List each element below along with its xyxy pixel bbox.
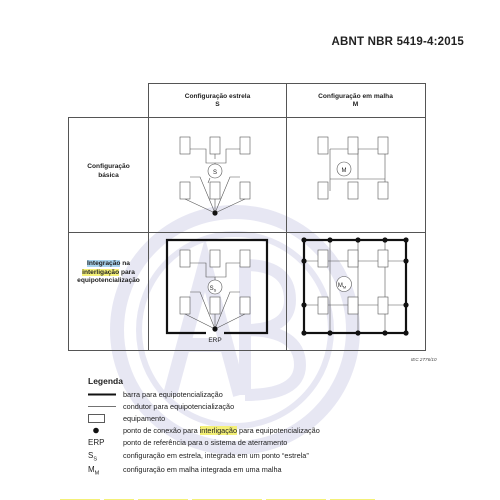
legend-item-mesh	[88, 464, 428, 475]
mesh-symbol: $M_M$	[88, 465, 100, 477]
standard-code: ABNT NBR 5419-4:2015	[331, 36, 464, 48]
erp-symbol: ERP	[88, 438, 105, 447]
header-col-star-title: Configuração estrela	[184, 93, 251, 100]
connection-point-dot	[212, 210, 217, 215]
equipment-rect	[348, 182, 358, 199]
equipment-rect	[210, 182, 220, 199]
equipment-rect	[318, 182, 328, 199]
equipment-rect	[180, 182, 190, 199]
equipment-rect	[240, 182, 250, 199]
equipment-rectangle-icon	[88, 413, 116, 424]
equipment-rect	[318, 137, 328, 154]
legend-text: barra para equipotencialização	[123, 390, 223, 399]
erp-connection-dot	[212, 326, 217, 331]
star-integrated-label: $S_S$	[209, 286, 217, 293]
equipment-rect	[240, 137, 250, 154]
header-col-star-symbol: S	[215, 101, 220, 108]
row-integrated-line3: equipotencialização	[77, 277, 140, 284]
legend-item-equipment	[88, 413, 428, 424]
legend-text: ponto de referência para o sistema de aterramento	[123, 438, 288, 447]
header-col-mesh-symbol: M	[352, 101, 359, 108]
star-symbol: $S_S$	[88, 451, 98, 463]
equipment-rect	[180, 297, 190, 314]
erp-label: ERP	[208, 337, 222, 344]
equipment-rect	[378, 182, 388, 199]
star-basic-label: S	[212, 170, 218, 176]
configuration-table	[68, 83, 426, 351]
equipment-rect	[378, 297, 388, 314]
star-integrated-diagram	[167, 240, 267, 333]
thick-line-icon	[88, 389, 116, 400]
caption-cutoff	[60, 492, 440, 500]
legend-item-thin-line	[88, 401, 428, 412]
row-basic-line1: Configuração	[87, 163, 130, 170]
equipment-rect	[378, 250, 388, 267]
mesh-basic-label: M	[341, 168, 347, 174]
thin-line-icon	[88, 401, 116, 412]
figure-reference: IEC 2776/10	[411, 357, 437, 362]
equipment-rect	[180, 250, 190, 267]
legend-text: equipamento	[123, 414, 166, 423]
legend-item-connection-point	[88, 425, 428, 436]
legend-text: configuração em estrela, integrada em um ponto “estrela”	[123, 451, 309, 460]
connection-dot-icon	[88, 425, 116, 436]
row-integrated-word2: interligação	[82, 268, 120, 276]
mesh-integrated-diagram	[301, 237, 408, 335]
equipment-rect	[240, 297, 250, 314]
row-integrated-word1: Integração	[87, 260, 121, 267]
equipment-rect	[180, 137, 190, 154]
equipment-rect	[240, 250, 250, 267]
mesh-basic-diagram	[318, 137, 388, 199]
legend-text: configuração em malha integrada em uma malha	[123, 465, 282, 474]
equipment-rect	[210, 297, 220, 314]
legend-text: condutor para equipotencialização	[123, 402, 235, 411]
diagrams-svg	[68, 83, 426, 351]
equipment-rect	[318, 250, 328, 267]
equipment-rect	[210, 250, 220, 267]
legend-text: ponto de conexão para interligação para equipotencialização	[123, 426, 320, 435]
legend-item-erp	[88, 437, 428, 448]
row-integrated-word2-tail: para	[119, 268, 135, 276]
row-integrated-word1-tail: na	[120, 260, 130, 267]
equipment-rect	[348, 297, 358, 314]
legend-item-thick-line	[88, 389, 428, 400]
header-col-mesh-title: Configuração em malha	[318, 93, 393, 100]
equipment-rect	[348, 250, 358, 267]
legend-title: Legenda	[88, 376, 123, 386]
legend-item-star	[88, 450, 428, 461]
equipment-rect	[210, 137, 220, 154]
equipment-rect	[378, 137, 388, 154]
mesh-integrated-label: $M_M$	[337, 283, 347, 290]
row-basic-line2: básica	[98, 171, 119, 179]
equipment-rect	[348, 137, 358, 154]
equipment-rect	[318, 297, 328, 314]
